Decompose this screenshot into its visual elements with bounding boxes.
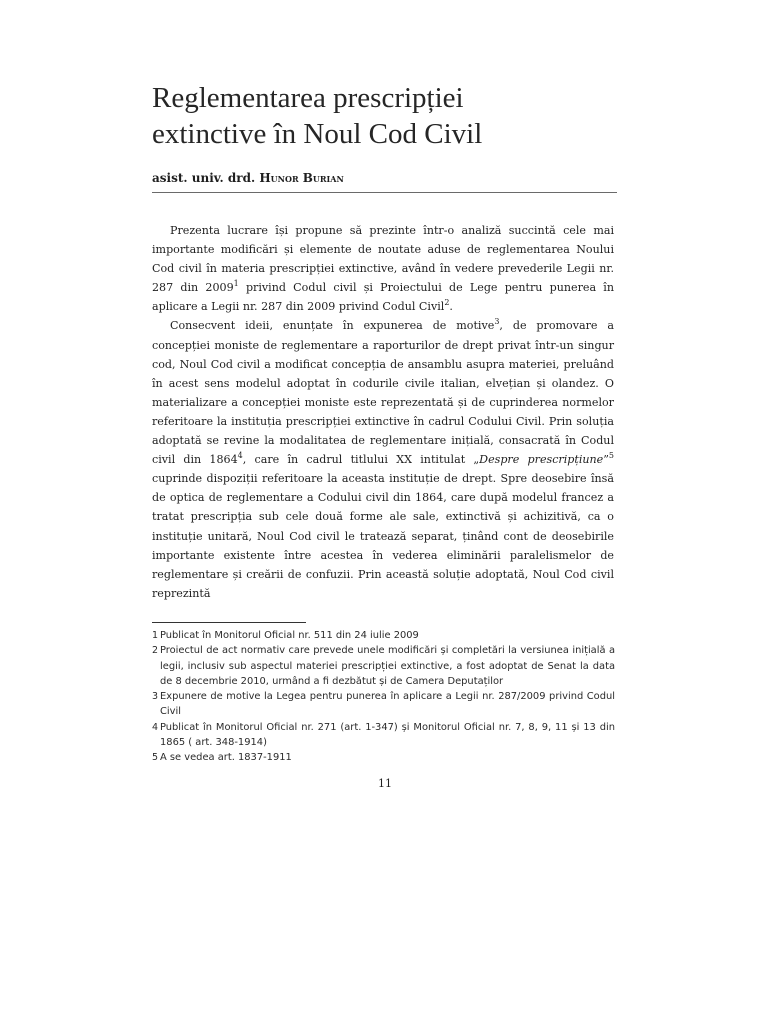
footnote-ref-2[interactable]: 2 [444, 298, 450, 308]
footnote-text: A se vedea art. 1837-1911 [160, 752, 292, 764]
footnote-number: 3 [152, 691, 159, 703]
footnote-number: 5 [152, 752, 159, 764]
author-name: Hunor Burian [259, 171, 344, 185]
author-prefix: asist. univ. drd. [152, 171, 256, 185]
paragraph-2: Consecvent ideii, enunțate în expunerea de motive$^3$, de promovare a concepției moniste de reglementare a raporturilor de drept privat într-un singur cod, Noul Cod civil a modificat concepția de ansamblu asupra materiei, preluând în acest sens modelul adoptat în codurile civile italian, elvețian și olandez. O materializare a concepției moniste este reprezentată și de cuprinderea normelor referitoare la instituția prescripției extinctive în cadrul Codului Civil. Prin soluția adoptată se revine la modalitatea de reglementare inițială, consacrată în Codul civil din 1864$^4$, care în cadrul titlului XX intitulat „Despre prescripțiune”$^5$ cuprinde dispoziții referitoare la aceasta instituție de drept. Spre deosebire însă de optica de reglementare a Codului civil din 1864, care după modelul francez a tratat prescripția sub cele două forme ale sale, extinctivă și achizitivă, ca o instituție unitară, Noul Cod civil le tratează separat, ținând cont de deosebirile importante existente între acestea în vederea eliminării paralelismelor de reglementare și creării de confuzii. Prin această soluție adoptată, Noul Cod civil reprezintă [152, 317, 614, 600]
article-title [152, 80, 622, 152]
footnote-number: 2 [152, 645, 159, 657]
title-xx-name: Despre prescripțiune [479, 453, 604, 467]
footnote [152, 750, 615, 765]
footnote-ref-4[interactable]: 4 [237, 451, 243, 461]
footnote-separator [152, 622, 306, 623]
paragraph-1: Prezenta lucrare își propune să prezinte într-o analiză succintă cele mai importante modificări și elemente de noutate aduse de reglementarea Noului Cod civil în materia prescripției extinctive, având în vedere prevederile Legii nr. 287 din 2009$^1$ privind Codul civil și Proiectului de Lege pentru punerea în aplicare a Legii nr. 287 din 2009 privind Codul Civil$^2$. [152, 224, 614, 314]
author-line [152, 171, 344, 185]
title-divider [152, 192, 617, 193]
footnote [152, 689, 615, 720]
article-body [152, 221, 614, 603]
title-line-1: Reglementarea prescripției [152, 82, 464, 114]
footnote-text: Publicat în Monitorul Oficial nr. 511 din 24 iulie 2009 [160, 630, 419, 641]
footnote-ref-5[interactable]: 5 [608, 451, 614, 461]
title-line-2: extinctive în Noul Cod Civil [152, 118, 483, 150]
footnote-ref-3[interactable]: 3 [494, 317, 500, 327]
page-number: 11 [378, 777, 392, 790]
footnote-number: 4 [152, 721, 159, 733]
footnote-text: Proiectul de act normativ care prevede unele modificări și completări la versiunea inițială a legii, inclusiv sub aspectul materiei prescripției extinctive, a fost adoptat de Senat la data de 8 decembrie 2010, urmând a fi dezbătut și de Camera Deputaților [160, 645, 615, 687]
footnote-text: Expunere de motive la Legea pentru punerea în aplicare a Legii nr. 287/2009 privind Codul Civil [160, 691, 615, 718]
footnote [152, 628, 615, 643]
footnote [152, 720, 615, 751]
footnote-number: 1 [152, 630, 159, 641]
footnotes [152, 628, 615, 766]
footnote [152, 643, 615, 689]
footnote-text: Publicat în Monitorul Oficial nr. 271 (art. 1-347) și Monitorul Oficial nr. 7, 8, 9, 11 și 13 din 1865 ( art. 348-1914) [160, 721, 615, 749]
footnote-ref-1[interactable]: 1 [233, 279, 239, 289]
